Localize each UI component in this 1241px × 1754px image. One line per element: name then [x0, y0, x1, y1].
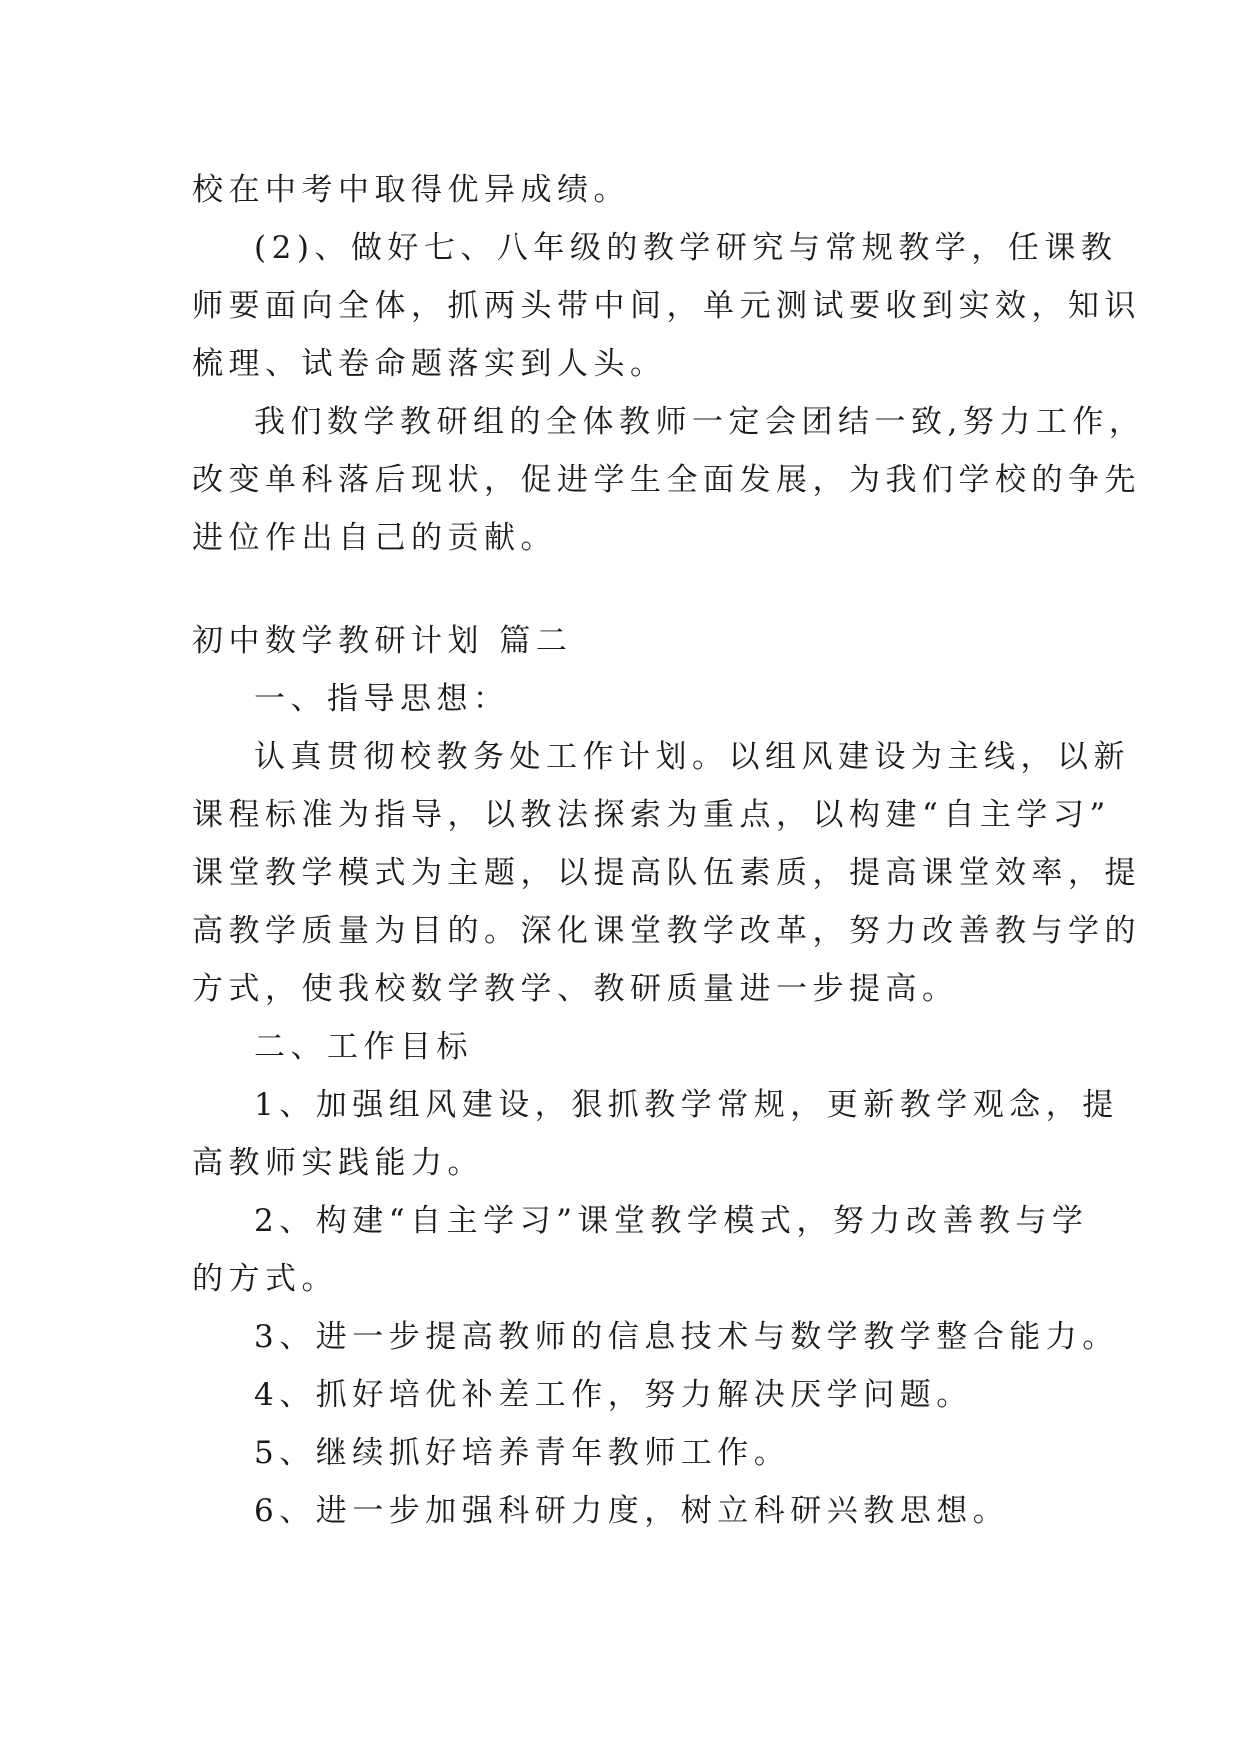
- text-line: 师要面向全体，抓两头带中间，单元测试要收到实效，知识: [192, 288, 1141, 324]
- list-item: 2、构建“自主学习”课堂教学模式，努力改善教与学: [254, 1203, 1089, 1239]
- text-line: 高教学质量为目的。深化课堂教学改革，努力改善教与学的: [192, 913, 1141, 949]
- text-line: 认真贯彻校教务处工作计划。以组风建设为主线，以新: [254, 739, 1130, 775]
- text-line: (2)、做好七、八年级的教学研究与常规教学，任课教: [254, 230, 1118, 266]
- list-item: 3、进一步提高教师的信息技术与数学教学整合能力。: [254, 1319, 1119, 1355]
- list-item: 5、继续抓好培养青年教师工作。: [254, 1435, 791, 1471]
- section-heading: 初中数学教研计划 篇二: [192, 623, 573, 659]
- text-line: 校在中考中取得优异成绩。: [192, 172, 630, 208]
- subsection-heading: 二、工作目标: [254, 1029, 473, 1065]
- text-line: 课堂教学模式为主题，以提高队伍素质，提高课堂效率，提: [192, 855, 1141, 891]
- list-item: 6、进一步加强科研力度，树立科研兴教思想。: [254, 1493, 1010, 1529]
- text-line: 方式，使我校数学教学、教研质量进一步提高。: [192, 971, 959, 1007]
- text-line: 我们数学教研组的全体教师一定会团结一致,努力工作，: [254, 404, 1146, 440]
- text-line: 高教师实践能力。: [192, 1145, 484, 1181]
- text-line: 进位作出自己的贡献。: [192, 520, 557, 556]
- text-line: 课程标准为指导，以教法探索为重点，以构建“自主学习”: [192, 797, 1111, 833]
- list-item: 4、抓好培优补差工作，努力解决厌学问题。: [254, 1377, 973, 1413]
- list-item: 1、加强组风建设，狠抓教学常规，更新教学观念，提: [254, 1087, 1119, 1123]
- text-line: 改变单科落后现状，促进学生全面发展，为我们学校的争先: [192, 462, 1141, 498]
- subsection-heading: 一、指导思想：: [254, 681, 510, 717]
- text-line: 的方式。: [192, 1261, 338, 1297]
- text-line: 梳理、试卷命题落实到人头。: [192, 346, 667, 382]
